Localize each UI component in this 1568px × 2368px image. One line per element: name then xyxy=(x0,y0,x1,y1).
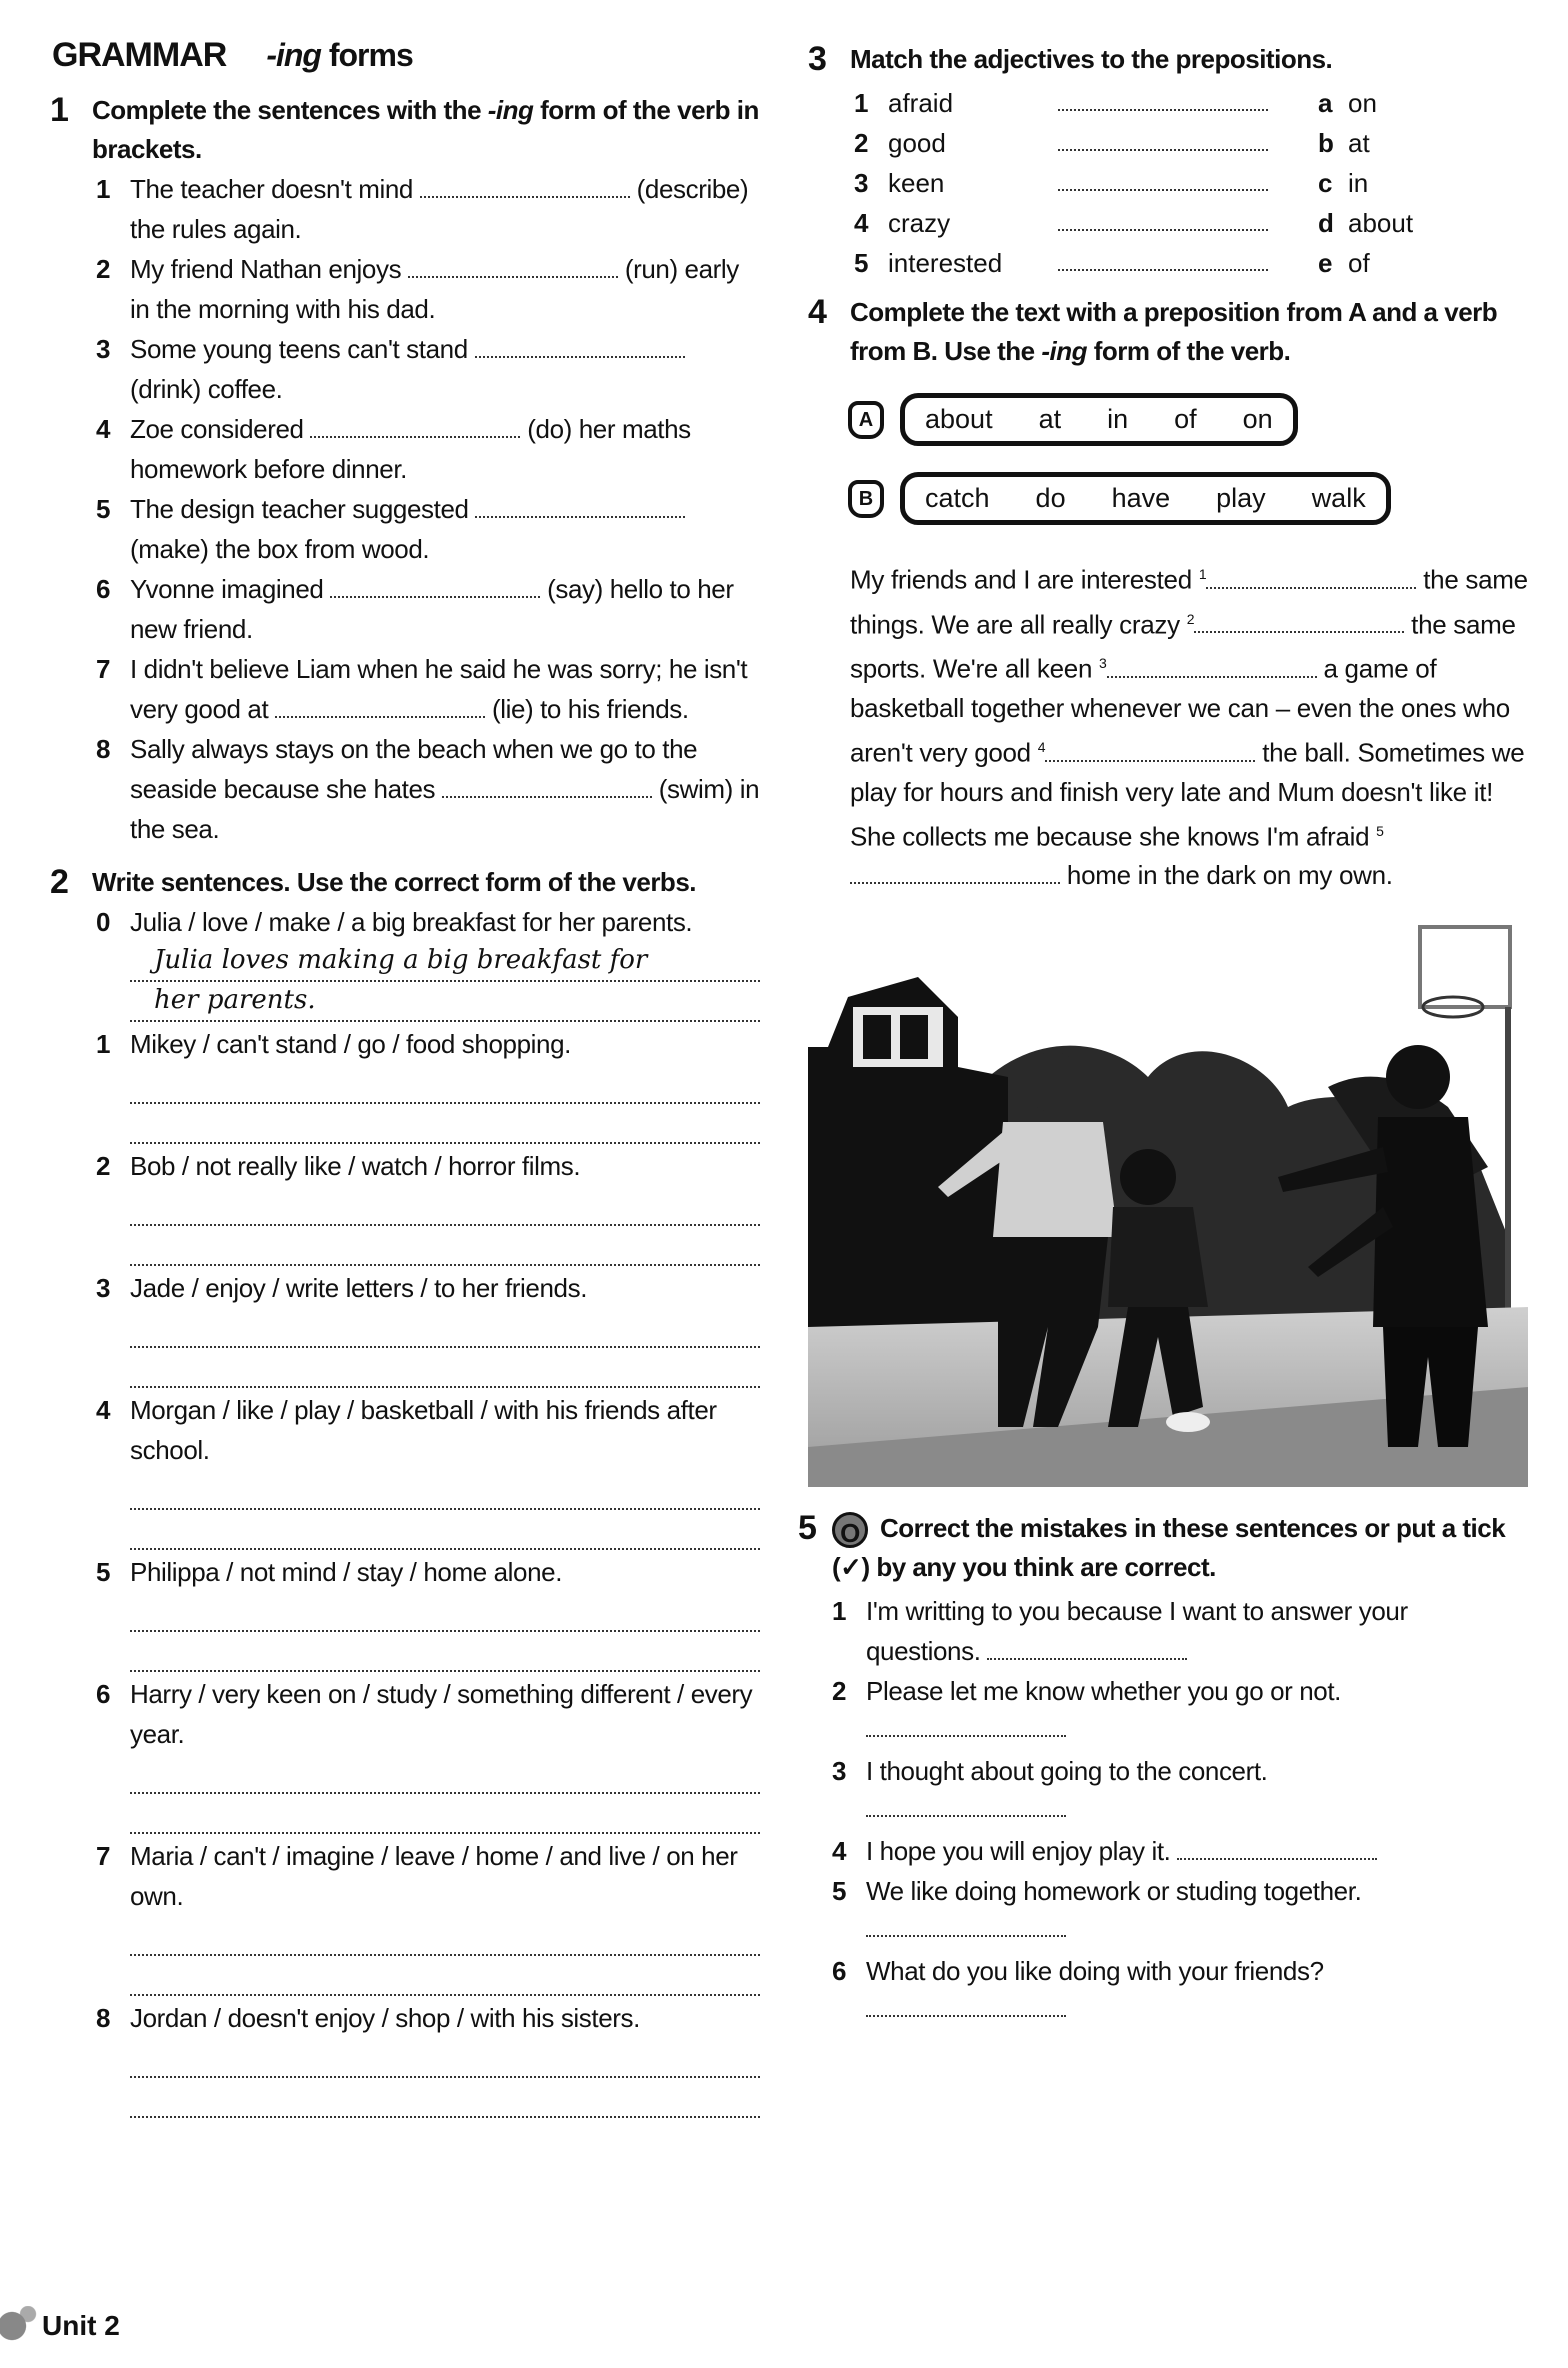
exercise-1-item xyxy=(96,409,760,489)
item-number: 3 xyxy=(854,168,869,198)
sentence: Please let me know whether you go or not. xyxy=(866,1676,1341,1707)
exercise-1-item xyxy=(96,169,760,249)
photo-illustration xyxy=(808,907,1528,1487)
answer-line[interactable] xyxy=(130,1348,760,1388)
exercise-1-item xyxy=(96,729,760,849)
answer-blank[interactable] xyxy=(1058,163,1268,191)
exercise-5-item xyxy=(832,1871,1528,1911)
item-prompt: Jordan / doesn't enjoy / shop / with his sisters. xyxy=(130,2003,640,2033)
exercise-2-heading xyxy=(50,863,760,902)
item-number: 4 xyxy=(96,414,111,444)
answer-line[interactable] xyxy=(130,1794,760,1834)
exercise-instruction: Complete the text with a preposition from A and a verb from B. Use the -ing form of the verb. xyxy=(850,297,1498,366)
exercise-2 xyxy=(50,863,760,2118)
item-text-after: (do) her maths homework before dinner. xyxy=(130,414,691,484)
sentence: I thought about going to the concert. xyxy=(866,1756,1268,1787)
item-text-before: Zoe considered xyxy=(130,414,311,444)
item-number: 3 xyxy=(832,1756,847,1787)
answer-blank[interactable] xyxy=(866,1991,1066,2017)
word-box-a-row xyxy=(848,393,1528,446)
adjective: afraid xyxy=(888,88,954,118)
answer-line[interactable] xyxy=(130,1470,760,1510)
item-text xyxy=(866,1591,1528,1671)
answer-blank[interactable] xyxy=(987,1634,1187,1660)
item-text-after: (run) early in the morning with his dad. xyxy=(130,254,739,324)
gap-number: 5 xyxy=(1376,822,1384,839)
exercise-1-heading xyxy=(50,91,760,169)
item-number: 4 xyxy=(832,1836,847,1867)
sentence: We like doing homework or studing together. xyxy=(866,1876,1362,1907)
match-row xyxy=(854,83,1528,123)
exercise-5-item xyxy=(832,1671,1528,1711)
adjective: crazy xyxy=(888,208,951,238)
left-column xyxy=(50,30,760,2118)
answer-blank[interactable] xyxy=(1177,1834,1377,1860)
adjective: keen xyxy=(888,168,945,198)
gap-fill-text: My friends and I are interested $^1$ the same things. We are all really crazy $^2$ the same sports. We're all keen $^3$ a game of basketball together whenever we can – even the ones who aren't very good $^4$ the ball. Sometimes we play for hours and finish very late and Mum doesn't like it! She collects me because she knows I'm afraid $^5$ home in the dark on my own. xyxy=(850,564,1528,891)
match-row xyxy=(854,123,1528,163)
item-prompt: Bob / not really like / watch / horror films. xyxy=(130,1151,581,1181)
example-answer-line-1: Julia loves making a big breakfast for xyxy=(130,942,760,982)
item-text-after: (make) the box from wood. xyxy=(130,534,430,564)
item-number: 7 xyxy=(96,1841,111,1871)
item-number: 3 xyxy=(96,1273,111,1303)
word-option: on xyxy=(1242,404,1273,434)
answer-blank[interactable] xyxy=(866,1911,1066,1937)
gap-number: 4 xyxy=(1037,738,1046,755)
item-number: 8 xyxy=(96,734,111,764)
item-text xyxy=(130,489,760,569)
exercise-2-items xyxy=(96,902,760,2118)
splash-decoration-icon xyxy=(0,2306,40,2346)
gap-4[interactable] xyxy=(1045,738,1255,762)
title-subtitle-italic: -ing xyxy=(266,37,321,73)
exercise-1-items xyxy=(96,169,760,849)
exercise-5-heading xyxy=(798,1509,1528,1587)
gap-number: 1 xyxy=(1198,566,1207,582)
word-option: of xyxy=(1174,404,1197,434)
answer-line[interactable] xyxy=(130,1956,760,1996)
exercise-number: 2 xyxy=(50,863,69,901)
answer-line[interactable] xyxy=(130,2038,760,2078)
exercise-5-item xyxy=(832,1591,1528,1671)
exercise-2-item xyxy=(96,1998,760,2038)
item-text-after: (drink) coffee. xyxy=(130,374,283,404)
item-text-before: The design teacher suggested xyxy=(130,494,476,524)
exam-tip-icon: O xyxy=(832,1512,868,1548)
item-number: 1 xyxy=(96,174,111,204)
word-option: in xyxy=(1107,404,1129,434)
item-number: 7 xyxy=(96,654,111,684)
word-box-b-row xyxy=(848,472,1528,525)
answer-line[interactable] xyxy=(130,1308,760,1348)
page-footer xyxy=(0,2306,120,2346)
item-text xyxy=(130,329,760,409)
exercise-number: 4 xyxy=(808,293,827,331)
answer-line[interactable] xyxy=(130,2078,760,2118)
item-number: 1 xyxy=(832,1596,847,1627)
exercise-instruction: Write sentences. Use the correct form of the verbs. xyxy=(92,867,696,897)
item-number: 8 xyxy=(96,2003,111,2033)
item-text-before: Yvonne imagined xyxy=(130,574,331,604)
item-text-before: I didn't believe Liam when he said he was sorry; he isn't very good at xyxy=(130,654,748,724)
answer-row xyxy=(866,1911,1528,1951)
item-text xyxy=(866,1831,1528,1871)
item-text xyxy=(866,1751,1528,1791)
option-letter: d xyxy=(1318,208,1334,238)
exercise-1-item xyxy=(96,649,760,729)
item-number: 3 xyxy=(96,334,111,364)
item-text-before: Sally always stays on the beach when we go to the seaside because she hates xyxy=(130,734,698,804)
item-number: 5 xyxy=(96,494,111,524)
word-option: do xyxy=(1035,483,1066,513)
item-number: 4 xyxy=(96,1395,111,1425)
exercise-instruction: O Correct the mistakes in these sentences or put a tick (✓) by any you think are correct. xyxy=(832,1513,1506,1583)
item-prompt: Morgan / like / play / basketball / with his friends after school. xyxy=(130,1395,717,1465)
word-option: at xyxy=(1038,404,1062,434)
item-text xyxy=(130,569,760,649)
item-text xyxy=(130,729,760,849)
match-row xyxy=(854,243,1528,283)
answer-blank[interactable] xyxy=(1058,83,1268,111)
title-subtitle-rest: forms xyxy=(320,37,413,73)
item-text-after: (say) hello to her new friend. xyxy=(130,574,734,644)
box-a-badge: A xyxy=(848,401,884,439)
basketball-photo xyxy=(808,907,1528,1487)
exercise-instruction: Match the adjectives to the prepositions. xyxy=(850,44,1333,74)
item-text-after: (lie) to his friends. xyxy=(485,694,689,724)
right-column xyxy=(798,30,1528,2031)
item-text xyxy=(130,409,760,489)
item-text xyxy=(130,169,760,249)
exercise-1-item xyxy=(96,329,760,409)
exercise-1-item xyxy=(96,569,760,649)
item-number: 6 xyxy=(96,1679,111,1709)
match-row xyxy=(854,163,1528,203)
word-option: walk xyxy=(1311,483,1366,513)
answer-line[interactable] xyxy=(130,1632,760,1672)
exercise-5-item xyxy=(832,1831,1528,1871)
answer-blank[interactable] xyxy=(475,334,685,358)
gap-5[interactable] xyxy=(850,860,1060,884)
exercise-number: 1 xyxy=(50,91,69,129)
answer-blank[interactable] xyxy=(330,574,540,598)
exercise-5-item xyxy=(832,1951,1528,1991)
exercise-3-heading xyxy=(808,40,1528,79)
sentence: What do you like doing with your friends? xyxy=(866,1956,1324,1987)
exercise-2-item xyxy=(96,1146,760,1186)
example-item xyxy=(96,902,760,942)
item-number: 6 xyxy=(96,574,111,604)
item-number: 6 xyxy=(832,1956,847,1987)
word-option: catch xyxy=(925,483,990,513)
answer-blank[interactable] xyxy=(1058,203,1268,231)
gap-3[interactable] xyxy=(1107,654,1317,678)
gap-number: 2 xyxy=(1186,610,1195,627)
exercise-2-item xyxy=(96,1024,760,1064)
adjective: good xyxy=(888,128,946,158)
answer-line[interactable] xyxy=(130,1186,760,1226)
item-prompt: Harry / very keen on / study / something different / every year. xyxy=(130,1679,753,1749)
word-box-a xyxy=(900,393,1298,446)
unit-label: Unit 2 xyxy=(42,2310,120,2341)
exercise-1-item xyxy=(96,249,760,329)
item-number: 2 xyxy=(96,254,111,284)
exercise-number: 5 xyxy=(798,1509,817,1548)
answer-line[interactable] xyxy=(130,1754,760,1794)
item-prompt: Philippa / not mind / stay / home alone. xyxy=(130,1557,563,1587)
item-prompt: Maria / can't / imagine / leave / home / and live / on her own. xyxy=(130,1841,738,1911)
exercise-4-heading xyxy=(808,293,1528,371)
item-prompt: Julia / love / make / a big breakfast for her parents. xyxy=(130,907,693,937)
exercise-4 xyxy=(808,293,1528,895)
gap-1[interactable] xyxy=(1206,565,1416,589)
exercise-2-item xyxy=(96,1268,760,1308)
item-prompt: Jade / enjoy / write letters / to her friends. xyxy=(130,1273,588,1303)
item-text xyxy=(866,1951,1528,1991)
exercise-5 xyxy=(798,1509,1528,2031)
item-number: 5 xyxy=(96,1557,111,1587)
answer-line[interactable] xyxy=(130,1916,760,1956)
item-number: 0 xyxy=(96,907,111,937)
exercise-2-item xyxy=(96,1836,760,1916)
answer-blank[interactable] xyxy=(475,494,685,518)
answer-blank[interactable] xyxy=(408,254,618,278)
preposition: of xyxy=(1348,248,1370,278)
preposition: on xyxy=(1348,88,1377,118)
item-number: 5 xyxy=(854,248,869,278)
match-row xyxy=(854,203,1528,243)
sentence: I hope you will enjoy play it. xyxy=(866,1836,1171,1867)
item-text-after: (describe) the rules again. xyxy=(130,174,749,244)
title-grammar: GRAMMAR xyxy=(52,36,227,74)
item-text-before: Some young teens can't stand xyxy=(130,334,475,364)
exercise-instruction: Complete the sentences with the -ing form of the verb in brackets. xyxy=(92,95,759,164)
answer-blank[interactable] xyxy=(866,1711,1066,1737)
word-option: about xyxy=(925,404,993,434)
answer-row xyxy=(866,1711,1528,1751)
word-option: play xyxy=(1216,483,1266,513)
page-title xyxy=(52,36,760,75)
item-number: 5 xyxy=(832,1876,847,1907)
title-subtitle xyxy=(266,37,412,73)
answer-line[interactable] xyxy=(130,1064,760,1104)
answer-blank[interactable] xyxy=(310,414,520,438)
exercise-1-item xyxy=(96,489,760,569)
item-text xyxy=(130,649,760,729)
answer-blank[interactable] xyxy=(1058,243,1268,271)
item-number: 4 xyxy=(854,208,869,238)
answer-blank[interactable] xyxy=(275,694,485,718)
preposition: about xyxy=(1348,208,1414,238)
word-box-b xyxy=(900,472,1391,525)
exercise-2-item xyxy=(96,1674,760,1754)
item-prompt: Mikey / can't stand / go / food shopping. xyxy=(130,1029,571,1059)
example-answer-line-2: her parents. xyxy=(130,982,760,1022)
option-letter: e xyxy=(1318,248,1333,278)
exercise-number: 3 xyxy=(808,40,827,78)
item-text-before: My friend Nathan enjoys xyxy=(130,254,408,284)
item-number: 2 xyxy=(854,128,869,158)
answer-blank[interactable] xyxy=(442,774,652,798)
sentence: I'm writting to you because I want to answer your questions. xyxy=(866,1596,1408,1667)
item-text-before: The teacher doesn't mind xyxy=(130,174,420,204)
answer-blank[interactable] xyxy=(420,174,630,198)
answer-blank[interactable] xyxy=(1058,123,1268,151)
option-letter: a xyxy=(1318,88,1333,118)
option-letter: b xyxy=(1318,128,1334,158)
answer-line[interactable] xyxy=(130,1592,760,1632)
exercise-3 xyxy=(808,40,1528,283)
gap-number: 3 xyxy=(1099,655,1107,672)
item-text xyxy=(130,249,760,329)
answer-row xyxy=(866,1991,1528,2031)
item-number: 2 xyxy=(832,1676,847,1707)
item-number: 1 xyxy=(854,88,869,118)
answer-line[interactable] xyxy=(130,1226,760,1266)
box-b-badge: B xyxy=(848,480,884,518)
exercise-5-items xyxy=(832,1591,1528,2031)
item-number: 1 xyxy=(96,1029,111,1059)
gap-2[interactable] xyxy=(1194,609,1404,633)
word-option: have xyxy=(1111,483,1171,513)
exercise-5-item xyxy=(832,1751,1528,1791)
exercise-2-item xyxy=(96,1552,760,1592)
item-text xyxy=(866,1871,1528,1911)
adjective: interested xyxy=(888,248,1003,278)
preposition: in xyxy=(1348,168,1369,198)
answer-blank[interactable] xyxy=(866,1791,1066,1817)
exercise-1 xyxy=(50,91,760,849)
exercise-2-item xyxy=(96,1390,760,1470)
option-letter: c xyxy=(1318,168,1333,198)
item-text-after: (swim) in the sea. xyxy=(130,774,760,844)
answer-line[interactable] xyxy=(130,1104,760,1144)
answer-line[interactable] xyxy=(130,1510,760,1550)
item-number: 2 xyxy=(96,1151,111,1181)
preposition: at xyxy=(1348,128,1370,158)
item-text xyxy=(866,1671,1528,1711)
answer-row xyxy=(866,1791,1528,1831)
